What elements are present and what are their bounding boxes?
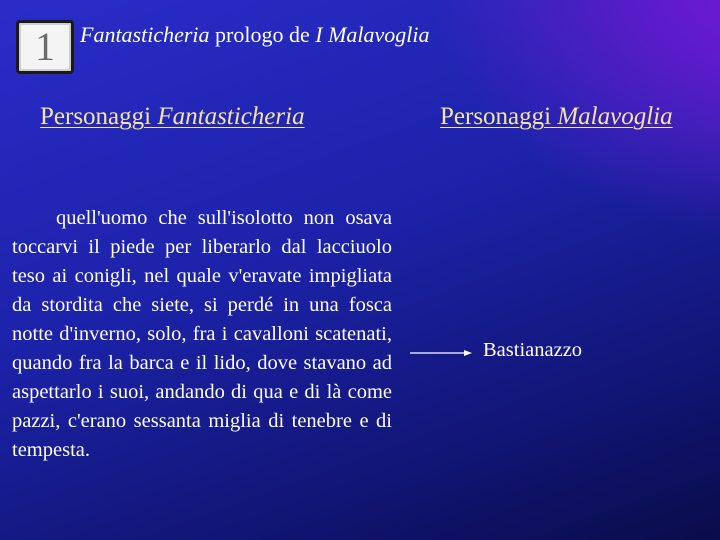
quote-passage: quell'uomo che sull'isolotto non osava toccarvi il piede per liberarlo dal lacciuolo teso ai conigli, nel quale v'eravate impigliata da stordita che siete, si perdé in una fosca notte d'inverno, solo, fra i cavalloni scatenati, quando fra la barca e il lido, dove stavano ad aspettarlo i suoi, andando di qua e di là come pazzi, c'erano sessanta miglia di tenebre e di tempesta. [12,207,392,461]
heading-characters-fantasticheria [40,103,305,131]
slide-number: 1 [35,24,55,69]
slide-number-badge [16,20,74,74]
title-connector: prologo de [209,22,316,47]
heading-characters-malavoglia [440,103,673,131]
mapped-character-name: Bastianazzo [483,339,583,361]
title-work-fantasticheria: Fantasticheria [80,22,210,47]
heading-right-prefix: Personaggi [440,103,558,130]
title-work-malavoglia: I Malavoglia [315,22,430,47]
right-arrow-icon [410,346,472,360]
heading-left-work: Fantasticheria [157,103,305,130]
slide-title [80,22,430,48]
heading-right-work: Malavoglia [557,103,673,130]
heading-left-prefix: Personaggi [40,103,158,130]
